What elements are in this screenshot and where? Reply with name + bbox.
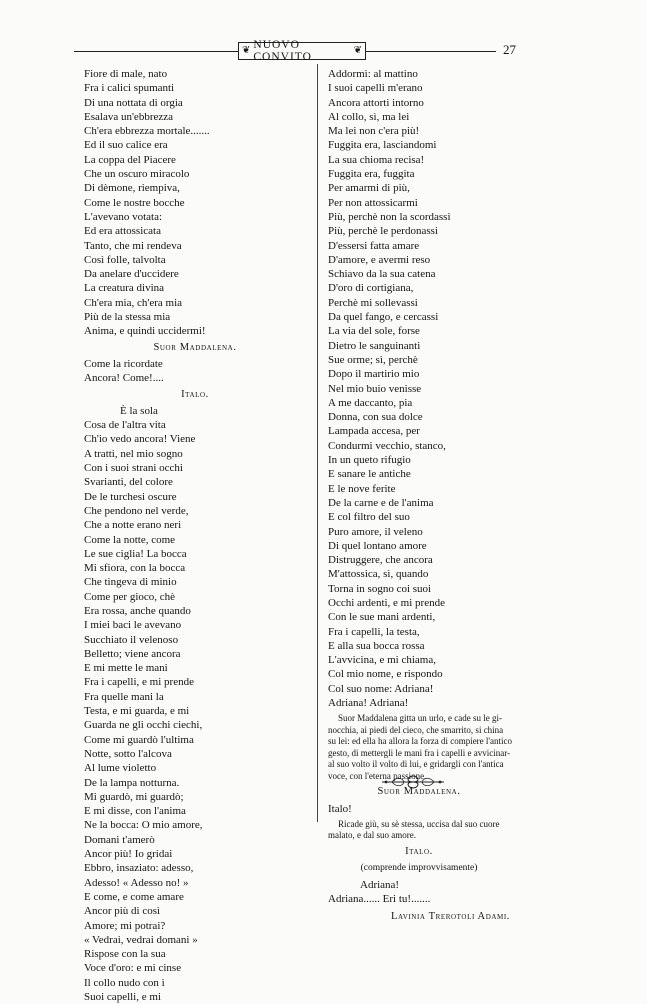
verse-line: A tratti, nel mio sogno xyxy=(84,447,183,460)
verse-line: Di dèmone, riempiva, xyxy=(84,182,180,195)
verse-line: Con i suoi strani occhi xyxy=(84,462,183,475)
verse-line: E col filtro del suo xyxy=(328,511,410,524)
verse-line: Fra i capelli, e mi prende xyxy=(84,676,194,689)
verse-line: Col mio nome, e rispondo xyxy=(328,668,443,681)
verse-line: Mi sfiora, con la bocca xyxy=(84,562,186,575)
verse-line: I miei baci le avevano xyxy=(84,619,182,632)
verse-line: Dietro le sanguinanti xyxy=(328,339,421,352)
verse-line: La coppa del Piacere xyxy=(84,153,176,166)
verse-line: Come la ricordate xyxy=(84,357,163,370)
verse-line: Esalava un'ebbrezza xyxy=(84,110,174,123)
journal-title: NUOVO CONVITO xyxy=(253,39,312,63)
verse-line: Il collo nudo con i xyxy=(84,976,165,989)
page-number: 27 xyxy=(503,42,516,57)
left-column xyxy=(84,67,306,1004)
verse-line: Ancor più! Io gridai xyxy=(84,848,173,861)
verse-line: Da anelare d'uccidere xyxy=(84,268,179,281)
verse-line: Addormì: al mattino xyxy=(328,68,418,80)
verse-line: Ebbro, insaziato: adesso, xyxy=(84,862,194,875)
verse-line: Puro amore, il veleno xyxy=(328,525,423,538)
verse-line: Rispose con la sua xyxy=(84,948,166,961)
verse-line: Anima, e quindi uccidermi! xyxy=(84,325,206,338)
verse-line: Di quel lontano amore xyxy=(328,539,427,552)
verse-line: Nel mio buio venisse xyxy=(328,382,422,395)
verse-line: D'amore, e avermi reso xyxy=(328,253,431,266)
verse-line: Di una nottata di orgia xyxy=(84,96,183,109)
verse-line: Domani t'amerò xyxy=(84,833,155,846)
verse-line: Amore; mi potrai? xyxy=(84,919,166,932)
column-divider xyxy=(317,64,318,822)
verse-line: E sanare le antiche xyxy=(328,468,411,481)
verse-line: Fra i capelli, la testa, xyxy=(328,625,420,638)
verse-line: Adesso! « Adesso no! » xyxy=(84,876,189,889)
verse-line: In un queto rifugio xyxy=(328,454,411,467)
verse-line: E mi mette le mani xyxy=(84,662,168,675)
stage-direction-line: voce, con l'eterna passione. xyxy=(328,770,427,781)
verse-line: Come la notte, come xyxy=(84,533,176,546)
verse-line: Guarda ne gli occhi ciechi, xyxy=(84,719,203,732)
verse-line: Svarianti, del colore xyxy=(84,476,173,489)
verse-line: Che un oscuro miracolo xyxy=(84,168,190,181)
verse-line: Adriana! xyxy=(360,878,400,891)
verse-line: Ch'io vedo ancora! Viene xyxy=(84,433,196,446)
verse-block xyxy=(328,67,510,710)
verse-line: Testa, e mi guarda, e mi xyxy=(84,705,190,718)
verse-line: D'oro di cortigiana, xyxy=(328,282,414,295)
verse-line: È la sola xyxy=(120,404,158,417)
verse-line: D'essersi fatta amare xyxy=(328,239,420,252)
verse-line: Fuggita era, fuggita xyxy=(328,168,415,181)
verse-line: Era rossa, anche quando xyxy=(84,604,191,617)
verse-line: E le nove ferite xyxy=(328,482,396,495)
verse-line: Adriana...... Eri tu!....... xyxy=(328,892,431,905)
stage-direction-line: nocchia, ai piedi del cieco, che smarrito, si china xyxy=(328,724,504,735)
stage-direction-line: gesto, di mettergli le mani fra i capelli e avvicinar- xyxy=(328,747,511,758)
verse-line: Ne la bocca: O mio amore, xyxy=(84,819,203,832)
right-column xyxy=(328,67,513,924)
stage-direction: (comprende improvvisamente) xyxy=(360,863,478,874)
header-rule-right xyxy=(366,51,496,52)
fleuron-icon: ❦ xyxy=(353,45,362,56)
verse-line: De la carne e de l'anima xyxy=(328,496,434,509)
verse-line: Voce d'oro: e mi cinse xyxy=(84,962,182,975)
verse-line: Ch'era mia, ch'era mia xyxy=(84,296,183,309)
verse-line: « Vedrai, vedrai domani » xyxy=(84,933,198,946)
verse-line: Mi guardò, mi guardò; xyxy=(84,790,184,803)
verse-line: E come, e come amare xyxy=(84,890,184,903)
stage-direction xyxy=(328,819,510,842)
verse-line: Fra quelle mani la xyxy=(84,690,164,703)
stage-direction-line: al suo volto il volto di lui, e gridargli con l'antica xyxy=(328,759,504,770)
verse-line: Schiavo da la sua catena xyxy=(328,268,436,281)
verse-line: Notte, sotto l'alcova xyxy=(84,747,172,760)
verse-line: Adriana! Adriana! xyxy=(328,697,409,710)
verse-line: Fra i calici spumanti xyxy=(84,82,175,95)
verse-line: Italo! xyxy=(328,802,352,815)
stage-direction-line: su lei: ed ella ha allora la forza di compiere l'antico xyxy=(328,736,513,747)
verse-line: Come per gioco, chè xyxy=(84,590,176,603)
verse-line: Suoi capelli, e mi xyxy=(84,991,161,1003)
verse-line: La sua chioma recisa! xyxy=(328,153,425,166)
verse-line: Ancor più di così xyxy=(84,905,161,918)
verse-line: Più, perchè le perdonassi xyxy=(328,225,438,238)
verse-line: Ed il suo calice era xyxy=(84,139,168,152)
stage-direction xyxy=(328,713,513,782)
verse-line: La creatura divina xyxy=(84,282,165,295)
verse-line: Succhiato il velenoso xyxy=(84,633,179,646)
header-rule-left xyxy=(74,51,238,52)
verse-line: Come mi guardò l'ultima xyxy=(84,733,194,746)
verse-line: Condurmi vecchio, stanco, xyxy=(328,439,446,452)
verse-line: Perchè mi sollevassi xyxy=(328,296,418,309)
verse-line: La via del sole, forse xyxy=(328,325,420,338)
verse-block xyxy=(84,418,306,1004)
verse-line: A me daccanto, pia xyxy=(328,396,413,409)
verse-line: Col suo nome: Adriana! xyxy=(328,682,434,695)
stage-direction-line: Suor Maddalena gitta un urlo, e cade su le gi- xyxy=(338,713,502,724)
verse-line: Da quel fango, e cercassi xyxy=(328,311,439,324)
verse-line: Ancora! Come!.... xyxy=(84,372,164,385)
verse-line: Più, perchè non la scordassi xyxy=(328,210,451,223)
speaker-label: Suor Maddalena. xyxy=(377,786,461,798)
verse-line: Belletto; viene ancora xyxy=(84,647,181,660)
verse-line: Che a notte erano neri xyxy=(84,519,182,532)
verse-line: Fuggita era, lasciandomi xyxy=(328,139,437,152)
verse-line: Ed era attossicata xyxy=(84,225,161,238)
verse-line: Occhi ardenti, e mi prende xyxy=(328,596,445,609)
verse-block xyxy=(84,357,306,386)
verse-line: E alla sua bocca rossa xyxy=(328,639,425,652)
verse-line: Torna in sogno coi suoi xyxy=(328,582,432,595)
verse-line: Con le sue mani ardenti, xyxy=(328,611,436,624)
verse-line: Distruggere, che ancora xyxy=(328,554,433,567)
verse-line: Per non attossicarmi xyxy=(328,196,418,209)
verse-line: Così folle, talvolta xyxy=(84,253,166,266)
verse-line: Più de la stessa mia xyxy=(84,311,171,324)
verse-line: Come le nostre bocche xyxy=(84,196,185,209)
author-signature: Lavinia Trerotoli Adami. xyxy=(390,911,510,923)
verse-line: Che tingeva di minio xyxy=(84,576,177,589)
verse-line: Dopo il martirio mio xyxy=(328,368,420,381)
stage-direction-line: malato, e dal suo amore. xyxy=(328,830,416,841)
verse-line: Lampada accesa, per xyxy=(328,425,420,438)
verse-line: Al collo, sì, ma lei xyxy=(328,110,410,123)
speaker-label: Suor Maddalena. xyxy=(153,341,237,353)
stage-direction-line: Ricade giù, su sè stessa, uccisa dal suo cuore xyxy=(338,818,500,829)
verse-line: M'attossica, sì, quando xyxy=(328,568,429,581)
verse-line: Ma lei non c'era più! xyxy=(328,125,420,138)
verse-line: Donna, con sua dolce xyxy=(328,411,423,424)
verse-line: L'avvicina, e mi chiama, xyxy=(328,654,436,667)
verse-line: Sue orme; sì, perchè xyxy=(328,353,418,366)
verse-line: Tanto, che mi rendeva xyxy=(84,239,182,252)
tailpiece-ornament-icon xyxy=(378,773,448,791)
verse-block xyxy=(84,67,306,339)
verse-line: Le sue ciglia! La bocca xyxy=(84,547,187,560)
speaker-label: Italo. xyxy=(181,388,209,400)
verse-line: Ancora attorti intorno xyxy=(328,96,424,109)
verse-line: De la lampa notturna. xyxy=(84,776,180,789)
verse-line: I suoi capelli m'erano xyxy=(328,82,423,95)
verse-line: Fiore di male, nato xyxy=(84,68,168,80)
speaker-label: Italo. xyxy=(405,845,433,857)
verse-line: E mi disse, con l'anima xyxy=(84,805,186,818)
fleuron-icon: ❦ xyxy=(242,45,251,56)
verse-line: L'avevano votata: xyxy=(84,210,163,223)
verse-line: De le turchesi oscure xyxy=(84,490,177,503)
verse-line: Cosa de l'altra vita xyxy=(84,419,166,432)
verse-line: Per amarmi di più, xyxy=(328,182,410,195)
verse-line: Al lume violetto xyxy=(84,762,157,775)
running-header xyxy=(238,39,366,63)
verse-line: Ch'era ebbrezza mortale....... xyxy=(84,125,210,138)
verse-line: Che pendono nel verde, xyxy=(84,504,189,517)
